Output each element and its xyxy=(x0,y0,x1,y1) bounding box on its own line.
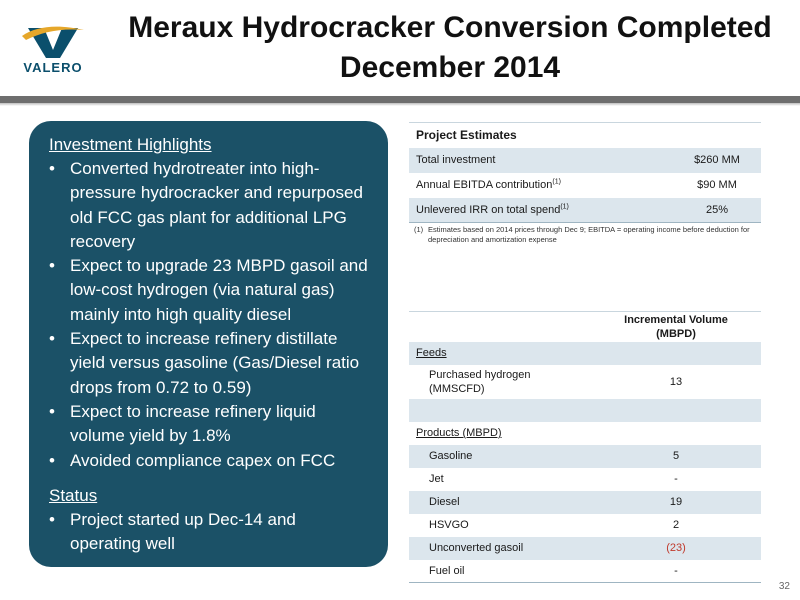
highlight-item xyxy=(49,327,370,400)
row-value: $90 MM xyxy=(697,179,737,191)
section-row-products xyxy=(409,422,761,445)
row-value: 2 xyxy=(672,519,680,531)
status-item xyxy=(49,508,370,557)
table-header-row xyxy=(409,123,761,148)
highlight-item xyxy=(49,449,370,473)
spacer-row xyxy=(409,399,761,422)
page-number: 32 xyxy=(778,581,790,592)
row-label: Total investment xyxy=(409,148,673,173)
highlight-text: Avoided compliance capex on FCC xyxy=(70,450,336,470)
project-estimates-table xyxy=(409,122,761,223)
status-list xyxy=(49,508,370,557)
table-header-row xyxy=(409,312,761,342)
page-title xyxy=(100,8,800,88)
bullet-icon: • xyxy=(49,256,55,276)
row-label: Unlevered IRR on total spend$^{(1)}$ xyxy=(409,198,673,223)
status-text: Project started up Dec-14 and operating well xyxy=(70,509,296,554)
valero-v-icon xyxy=(14,22,92,62)
footnote-mark: (1) xyxy=(414,225,424,234)
table-row xyxy=(409,173,761,198)
estimates-heading: Project Estimates xyxy=(409,123,761,148)
row-value: - xyxy=(591,560,761,583)
title-line-1: Meraux Hydrocracker Conversion Completed xyxy=(128,11,772,44)
incremental-volume-table xyxy=(409,311,761,583)
highlight-text: Expect to upgrade 23 MBPD gasoil and low-cost hydrogen (via natural gas) mainly into high quality diesel xyxy=(70,256,368,324)
row-label: HSVGO xyxy=(429,519,469,531)
title-divider xyxy=(0,96,800,103)
highlight-item xyxy=(49,400,370,449)
row-value: 5 xyxy=(591,445,761,468)
highlights-list xyxy=(49,157,370,473)
row-label: Diesel xyxy=(409,491,591,514)
row-value: $260 MM xyxy=(673,148,761,173)
row-label: Purchased hydrogen (MMSCFD) xyxy=(429,368,531,395)
row-label: Unconverted gasoil xyxy=(409,537,591,560)
estimates-footnote xyxy=(414,225,758,245)
row-value: 19 xyxy=(591,491,761,514)
status-heading: Status xyxy=(49,485,98,505)
row-value: 25% xyxy=(673,198,761,223)
row-label: Gasoline xyxy=(409,445,591,468)
logo-text: VALERO xyxy=(23,60,83,75)
row-label: Jet xyxy=(429,473,444,485)
title-divider-shadow xyxy=(0,103,800,106)
section-row-feeds xyxy=(409,342,761,365)
bullet-icon: • xyxy=(49,509,55,529)
bullet-icon: • xyxy=(49,450,55,470)
highlight-text: Converted hydrotreater into high-pressure hydrocracker and repurposed old FCC gas plant for additional LPG recovery xyxy=(70,159,363,251)
row-value: 13 xyxy=(669,375,683,388)
valero-logo xyxy=(14,22,92,78)
row-label: Fuel oil xyxy=(409,560,591,583)
footnote-text: Estimates based on 2014 prices through Dec 9; EBITDA = operating income before deduction for depreciation and amortization expense xyxy=(428,225,750,244)
table-row xyxy=(409,198,761,223)
table-row xyxy=(409,537,761,560)
table-row xyxy=(409,468,761,491)
investment-highlights-panel xyxy=(29,121,388,567)
highlight-item xyxy=(49,157,370,254)
table-row xyxy=(409,560,761,583)
highlights-heading: Investment Highlights xyxy=(49,135,212,154)
footnote-ref: (1) xyxy=(552,178,561,186)
feeds-heading: Feeds xyxy=(409,342,591,365)
bullet-icon: • xyxy=(49,329,55,349)
table-row xyxy=(409,365,761,399)
table-row xyxy=(409,491,761,514)
highlight-text: Expect to increase refinery liquid volume yield by 1.8% xyxy=(70,401,316,446)
highlight-text: Expect to increase refinery distillate yield versus gasoline (Gas/Diesel ratio drops from 0.72 to 0.59) xyxy=(70,329,360,397)
highlight-item xyxy=(49,254,370,327)
bullet-icon: • xyxy=(49,401,55,421)
products-heading: Products (MBPD) xyxy=(416,427,502,439)
title-line-2: December 2014 xyxy=(339,51,561,84)
row-label: Annual EBITDA contribution$^{(1)}$ xyxy=(416,178,561,191)
row-value: - xyxy=(674,473,678,485)
table-row xyxy=(409,148,761,173)
bullet-icon: • xyxy=(49,159,55,178)
table-row xyxy=(409,514,761,537)
footnote-ref: (1) xyxy=(560,203,569,211)
volume-column-header: Incremental Volume (MBPD) xyxy=(591,312,761,342)
row-value-negative: (23) xyxy=(591,537,761,560)
table-row xyxy=(409,445,761,468)
